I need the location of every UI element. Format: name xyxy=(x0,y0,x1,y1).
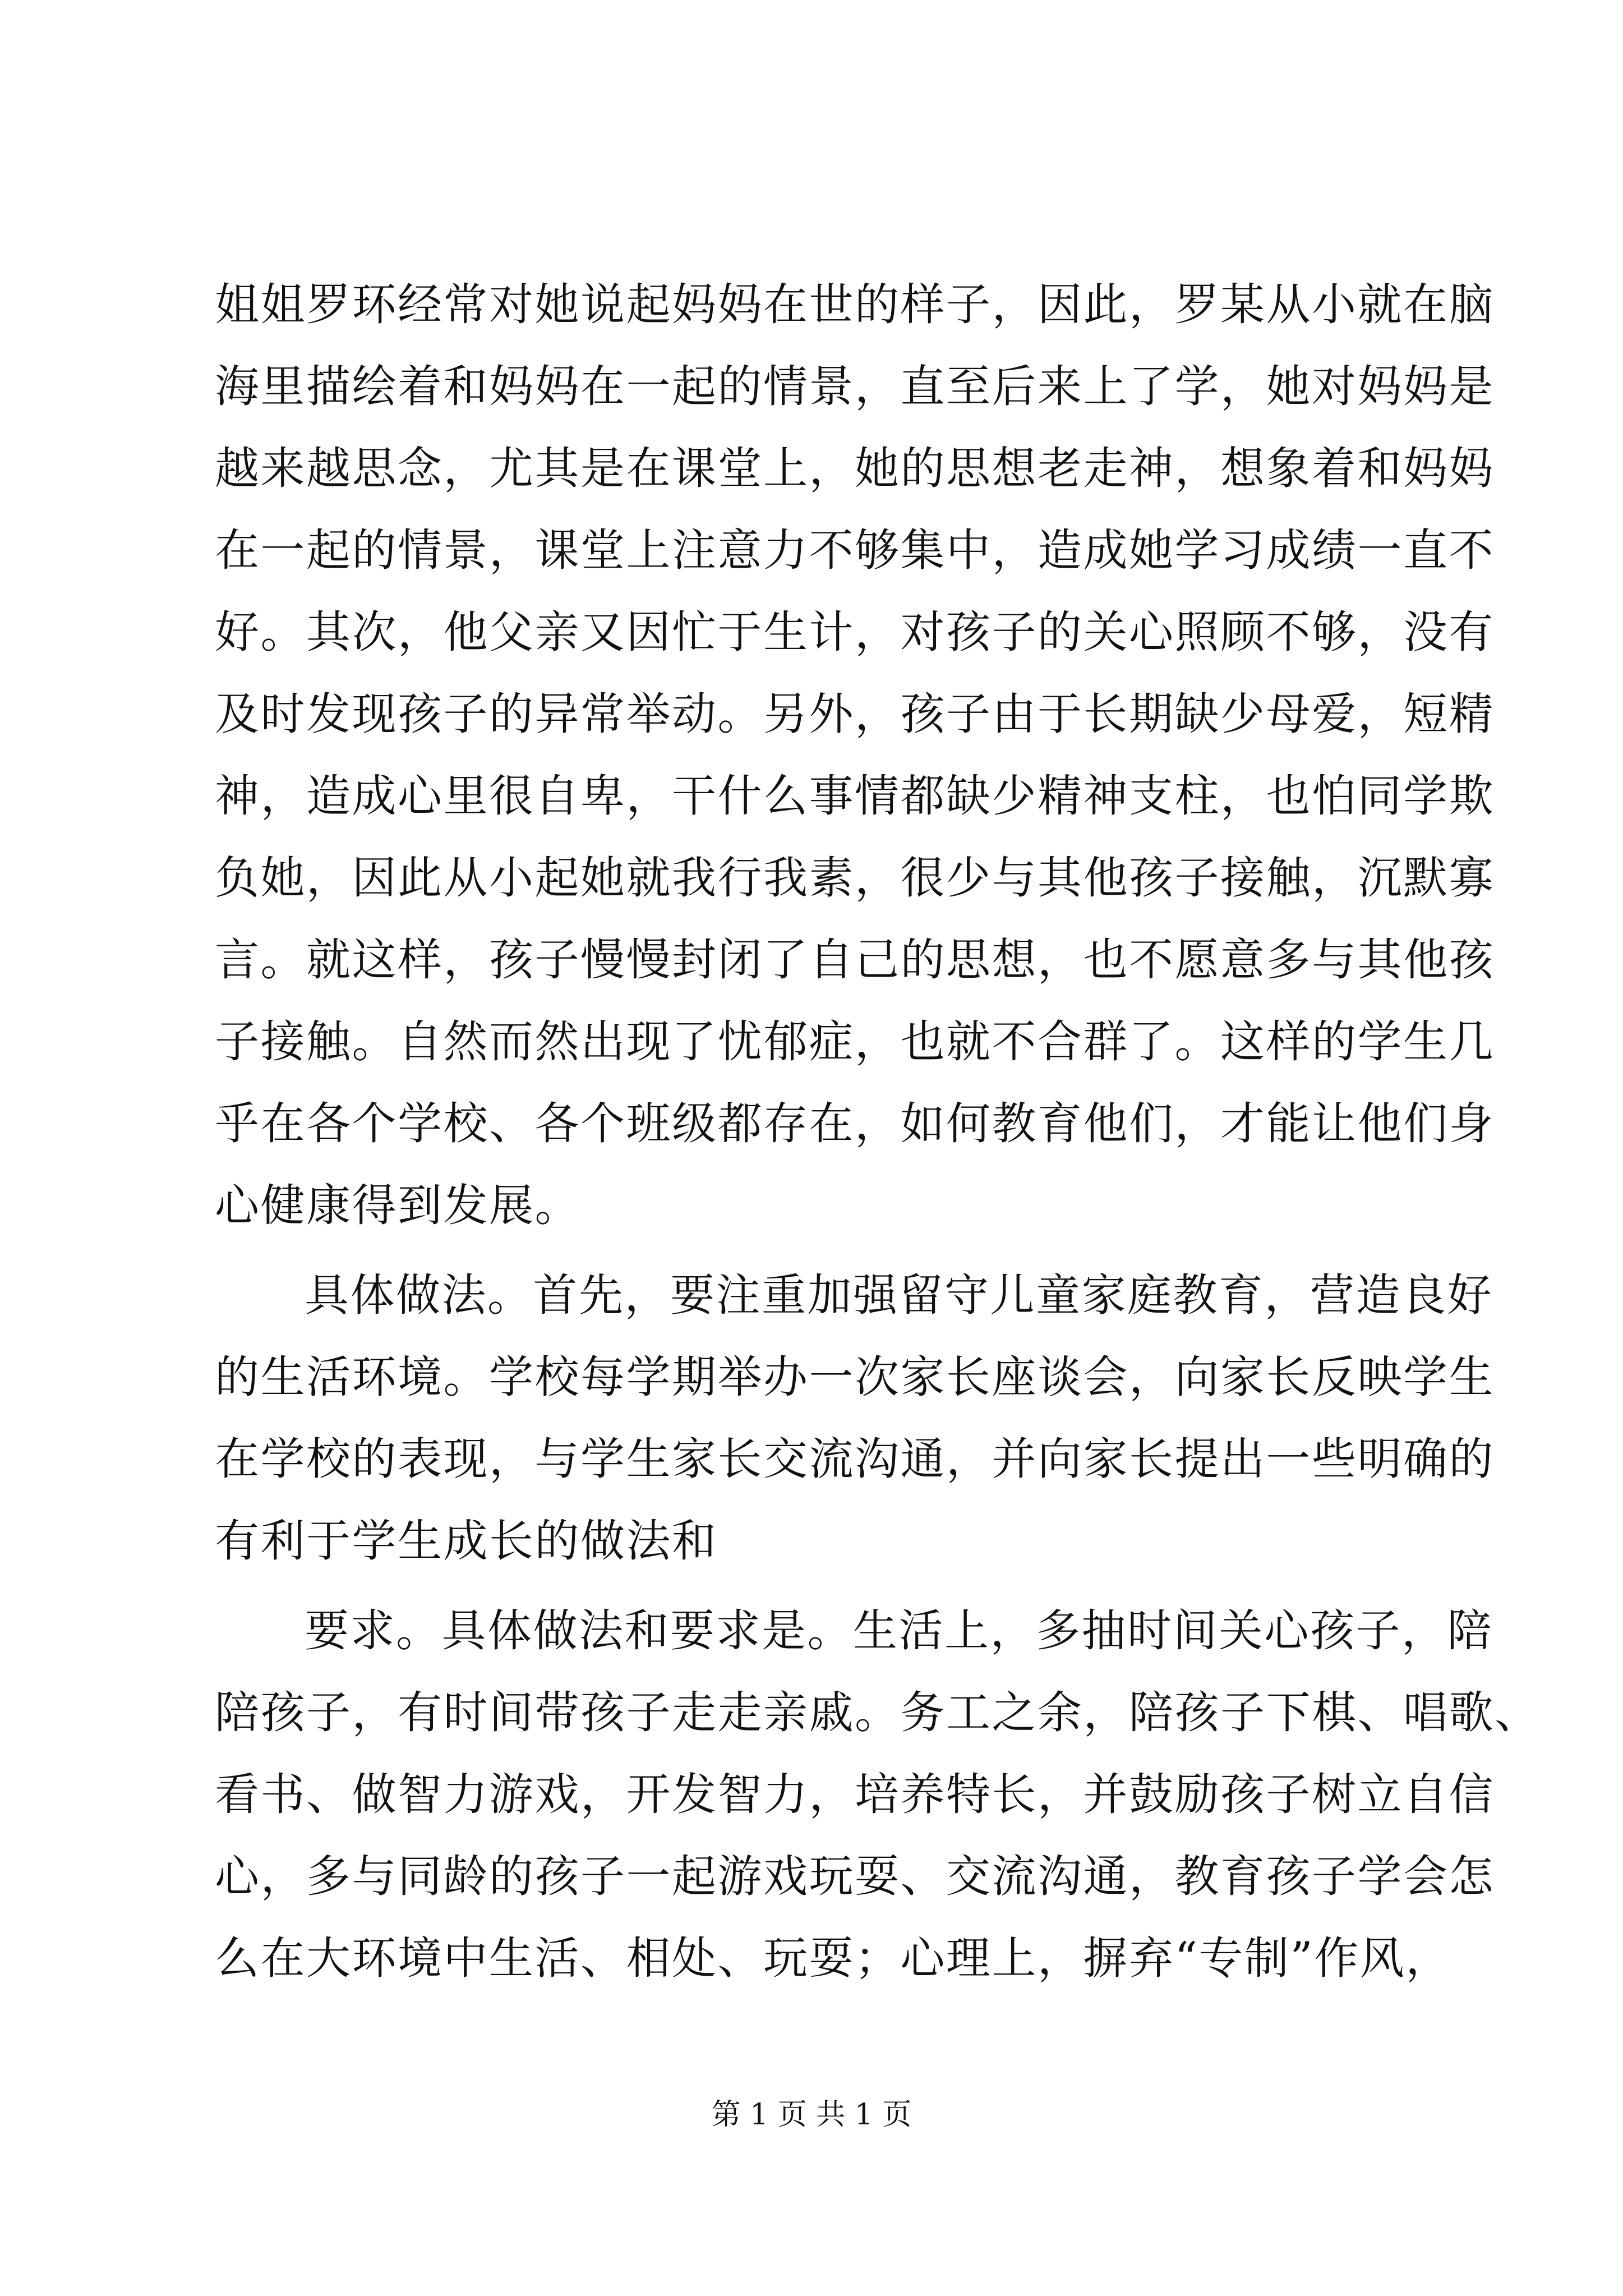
text-line-11: 乎在各个学校、各个班级都存在，如何教育他们，才能让他们身 xyxy=(215,1098,1495,1149)
text-line-6: 及时发现孩子的异常举动。另外，孩子由于长期缺少母爱，短精 xyxy=(215,688,1495,740)
text-line-7: 神，造成心里很自卑，干什么事情都缺少精神支柱，也怕同学欺 xyxy=(215,770,1495,822)
text-line-13: 具体做法。首先，要注重加强留守儿童家庭教育，营造良好 xyxy=(305,1269,1493,1321)
text-line-19: 看书、做智力游戏，开发智力，培养特长，并鼓励孩子树立自信 xyxy=(215,1769,1495,1820)
text-line-9: 言。就这样，孩子慢慢封闭了自己的思想，也不愿意多与其他孩 xyxy=(215,934,1495,986)
text-line-17: 要求。具体做法和要求是。生活上，多抽时间关心孩子，陪 xyxy=(305,1605,1493,1657)
text-line-20: 心，多与同龄的孩子一起游戏玩耍、交流沟通，教育孩子学会怎 xyxy=(215,1851,1495,1902)
page-footer: 第 1 页 共 1 页 xyxy=(711,2098,912,2132)
text-line-18: 陪孩子，有时间带孩子走走亲戚。务工之余，陪孩子下棋、唱歌、 xyxy=(215,1687,1541,1738)
text-line-12: 心健康得到发展。 xyxy=(215,1180,580,1231)
text-line-4: 在一起的情景，课堂上注意力不够集中，造成她学习成绩一直不 xyxy=(215,524,1495,576)
text-line-5: 好。其次，他父亲又因忙于生计，对孩子的关心照顾不够，没有 xyxy=(215,606,1495,658)
text-line-1: 姐姐罗环经常对她说起妈妈在世的样子，因此，罗某从小就在脑 xyxy=(215,279,1495,330)
text-line-21: 么在大环境中生活、相处、玩耍；心理上，摒弃“专制”作风， xyxy=(215,1932,1451,1984)
document-body xyxy=(215,264,1541,1999)
text-line-16: 有利于学生成长的做法和 xyxy=(215,1515,718,1567)
text-line-14: 的生活环境。学校每学期举办一次家长座谈会，向家长反映学生 xyxy=(215,1351,1495,1403)
text-line-8: 负她，因此从小起她就我行我素，很少与其他孩子接触，沉默寡 xyxy=(215,852,1495,904)
text-line-15: 在学校的表现，与学生家长交流沟通，并向家长提出一些明确的 xyxy=(215,1433,1495,1485)
text-line-3: 越来越思念，尤其是在课堂上，她的思想老走神，想象着和妈妈 xyxy=(215,443,1495,494)
text-line-2: 海里描绘着和妈妈在一起的情景，直至后来上了学，她对妈妈是 xyxy=(215,361,1495,412)
text-line-10: 子接触。自然而然出现了忧郁症，也就不合群了。这样的学生几 xyxy=(215,1016,1495,1068)
